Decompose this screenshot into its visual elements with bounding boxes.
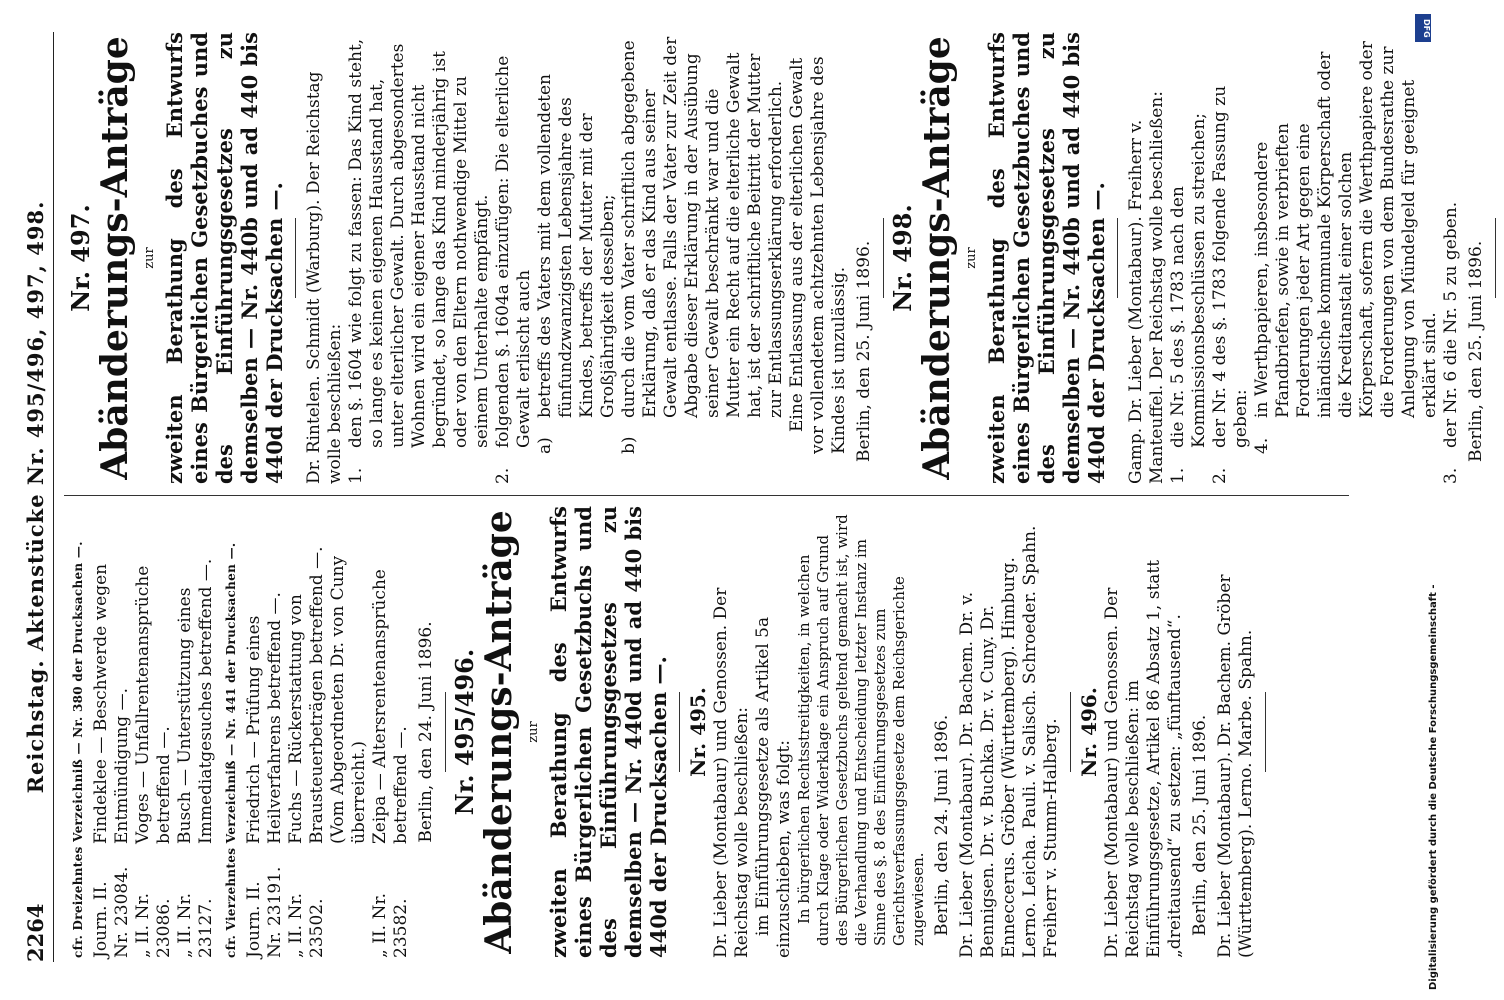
date-line: Berlin, den 25. Juni 1896. <box>1190 714 1210 936</box>
motion-intro: Dr. Lieber (Montabaur) und Genossen. Der Reichstag wolle beschließen: <box>711 587 752 958</box>
petition-entry <box>370 506 412 958</box>
section-title: Abänderungs-Anträge <box>94 36 136 480</box>
petition-text: Friedrich — Prüfung eines Heilverfahrens betreffend —. <box>244 592 285 844</box>
petition-text: Voges — Unfallrentenansprüche betreffend —. <box>133 565 174 844</box>
section-subtitle: zweiten Berathung des Entwurfs eines Bürgerlichen Gesetzbuchs und des Einführungsgesetzes zu demselben — Nr. 440d und ad 440 bis 440d der Drucksachen —. <box>546 506 671 958</box>
signatories: Dr. Lieber (Montabaur). Dr. Bachem. Gröber (Württemberg). Lerno. Marbe. Spahn. <box>1215 574 1256 958</box>
item-number: 3. <box>1441 467 1461 484</box>
separator <box>295 218 296 298</box>
item-number: 1. <box>346 467 366 484</box>
verzeichnis-13-label: cfr. Dreizehntes Verzeichniß — Nr. 380 der Drucksachen —. <box>71 541 85 958</box>
section-number: Nr. 497. <box>66 204 95 312</box>
petition-number: „ II. Nr. 23582. <box>370 893 411 958</box>
petition-number: Journ. II. Nr. 23191. <box>244 866 285 958</box>
item-text: die Nr. 5 des §. 1783 nach den Kommissionsbeschlüssen zu streichen; <box>1168 112 1209 448</box>
separator <box>679 692 680 772</box>
watermark-text: Digitalisierung gefördert durch die Deutsche Forschungsgemeinschaft - <box>1428 584 1439 990</box>
section-title: Abänderungs-Anträge <box>478 510 520 954</box>
right-column <box>64 32 1504 484</box>
separator <box>445 692 446 772</box>
petition-entry <box>133 506 175 958</box>
item-text: der Nr. 4 des §. 1783 folgende Fassung zu geben: <box>1210 85 1251 448</box>
item-text: in Werthpapieren, insbesondere Pfandbriefen, sowie in verbrieften Forderungen jeder Art gegen eine inländische kommunale Körperschaft oder die Kreditanstalt einer solchen Körperschaft, sofern die Werthpapiere oder die Forderungen von dem Bundesrathe zur Anlegung von Mündelgeld für geeignet erklärt sind. <box>1252 41 1440 418</box>
motion-text: im Einführungsgesetze als Artikel 5a einzuschieben, was folgt: <box>753 616 794 958</box>
verzeichnis-14-label: cfr. Vierzehntes Verzeichniß — Nr. 441 der Drucksachen —. <box>224 542 238 958</box>
petition-entry <box>286 506 370 958</box>
motion-item <box>493 32 535 484</box>
page-number: 2264 <box>23 903 48 962</box>
item-text: folgenden §. 1604a einzufügen: Die elterliche Gewalt erlischt auch <box>493 55 534 448</box>
header-rule <box>53 32 54 962</box>
item-letter: b) <box>619 436 639 454</box>
motion-subitem <box>535 32 619 484</box>
motion-number: Nr. 496. <box>1077 687 1101 777</box>
petition-text: Fuchs — Rückerstattung von Brausteuerbeträgen betreffend —. (Vom Abgeordneten Dr. von Cuny überreicht.) <box>286 546 369 844</box>
item-number: 2. <box>1210 467 1230 484</box>
petition-text: Busch — Unterstützung eines Immediatgesuches betreffend —. <box>175 558 216 844</box>
petition-number: „ II. Nr. 23127. <box>175 893 216 958</box>
date-line: Berlin, den 25. Juni 1896. <box>854 240 874 462</box>
item-number: 1. <box>1168 467 1188 484</box>
motion-text: Dr. Lieber (Montabaur) und Genossen. Der Reichstag wolle beschließen: im Einführungsgesetze, Artikel 86 Absatz 1, statt „dreitausend“ zu setzen: „fünftausend“. <box>1102 559 1185 958</box>
petition-text: Zeipa — Altersrentenansprüche betreffend —. <box>370 569 411 844</box>
separator <box>1070 692 1071 772</box>
petition-text: Findeklee — Beschwerde wegen Entmündigung —. <box>91 563 132 844</box>
dfg-logo: DFG <box>1415 14 1431 42</box>
separator <box>1117 218 1118 298</box>
separator <box>883 218 884 298</box>
item-number: 2. <box>493 467 513 484</box>
item-text: den §. 1604 wie folgt zu fassen: Das Kind steht, so lange es keinen eigenen Hausstand hat, unter elterlicher Gewalt. Durch abgesondertes Wohnen wird ein eigener Hausstand nicht begründet, so lange das Kind minderjährig ist oder von den Eltern nothwendige Mittel zu seinem Unterhalte empfängt. <box>346 38 492 448</box>
section-title: Abänderungs-Anträge <box>916 36 958 480</box>
petition-entry <box>175 506 217 958</box>
date-line: Berlin, den 24. Juni 1896. <box>932 714 952 936</box>
date-line: Berlin, den 24. Juni 1896. <box>416 621 436 843</box>
zur-label: zur <box>142 247 157 269</box>
motion-item <box>1168 32 1210 484</box>
item-text: durch die vom Vater schriftlich abgegebene Erklärung, daß er das Kind aus seiner Gewalt entlasse. Falls der Vater zur Zeit der Abgabe dieser Erklärung in der Ausübung seiner Gewalt beschränkt war und die Mutter ein Recht auf die elterliche Gewalt hat, ist der schriftliche Beitritt der Mutter zur Entlassungserklärung erforderlich. <box>619 36 786 418</box>
signatories: Dr. Lieber (Montabaur). Dr. Bachem. Dr. v. Bennigsen. Dr. v. Buchka. Dr. v. Cuny. Dr. Enneccerus. Gröber (Württemberg). Himburg. Lerno. Leicha. Pauli. v. Salisch. Schroeder. Spahn. Freiherr v. Stumm-Halberg. <box>957 525 1061 958</box>
petition-number: Journ. II. Nr. 23084. <box>91 866 132 958</box>
section-subtitle: zweiten Berathung des Entwurfs eines Bürgerlichen Gesetzbuches und des Einführungsgesetzes zu demselben — Nr. 440b und ad 440 bis 440d der Drucksachen —. <box>162 32 287 484</box>
motion-item <box>1210 32 1252 484</box>
motion-intro: Gamp. Dr. Lieber (Montabaur). Freiherr v. Manteuffel. Der Reichstag wolle beschließen: <box>1126 91 1167 484</box>
item-number: 4. <box>1252 437 1272 454</box>
item-text: Eine Entlassung aus der elterlichen Gewalt vor vollendetem achtzehnten Lebensjahre des Kindes ist unzulässig. <box>787 56 849 454</box>
zur-label: zur <box>526 721 541 743</box>
separator <box>1495 218 1496 298</box>
zur-label: zur <box>964 247 979 269</box>
petition-entry <box>91 506 133 958</box>
item-text: betreffs des Vaters mit dem vollendeten fünfundzwanzigsten Lebensjahre des Kindes, betreffs der Mutter mit der Großjährigkeit desselben; <box>535 73 618 418</box>
motion-number: Nr. 495. <box>686 687 710 777</box>
motion-item <box>346 32 493 484</box>
section-number: Nr. 498. <box>888 204 917 312</box>
separator <box>1265 692 1266 772</box>
motion-intro: Dr. Rintelen. Schmidt (Warburg). Der Reichstag wolle beschließen: <box>304 71 345 484</box>
page-header <box>25 32 53 962</box>
header-title: Reichstag. Aktenstücke Nr. 495/496, 497, 498. <box>23 200 48 794</box>
section-subtitle: zweiten Berathung des Entwurfs eines Bürgerlichen Gesetzbuches und des Einführungsgesetzes zu demselben — Nr. 440b und ad 440 bis 440d der Drucksachen —. <box>984 32 1109 484</box>
motion-item <box>1441 32 1462 484</box>
section-number: Nr. 495/496. <box>450 648 479 816</box>
column-divider <box>64 495 1349 496</box>
motion-subitem <box>619 32 787 484</box>
petition-number: „ II. Nr. 23502. <box>286 893 327 958</box>
left-column <box>64 506 1274 958</box>
item-letter: a) <box>535 437 555 454</box>
motion-quote: In bürgerlichen Rechtsstreitigkeiten, in welchen durch Klage oder Widerklage ein Anspruch auf Grund des Bürgerlichen Gesetzbuchs geltend gemacht ist, wird die Verhandlung und Entscheidung letzter Instanz im Sinne des §. 8 des Einführungsgesetzes zum Gerichtsverfassungsgesetze dem Reichsgerichte zugewiesen. <box>795 514 927 946</box>
item-text: der Nr. 6 die Nr. 5 zu geben. <box>1441 201 1461 448</box>
date-line: Berlin, den 25. Juni 1896. <box>1466 240 1486 462</box>
petition-entry <box>244 506 286 958</box>
petition-number: „ II. Nr. 23086. <box>133 893 174 958</box>
dfg-watermark <box>1413 10 1439 990</box>
